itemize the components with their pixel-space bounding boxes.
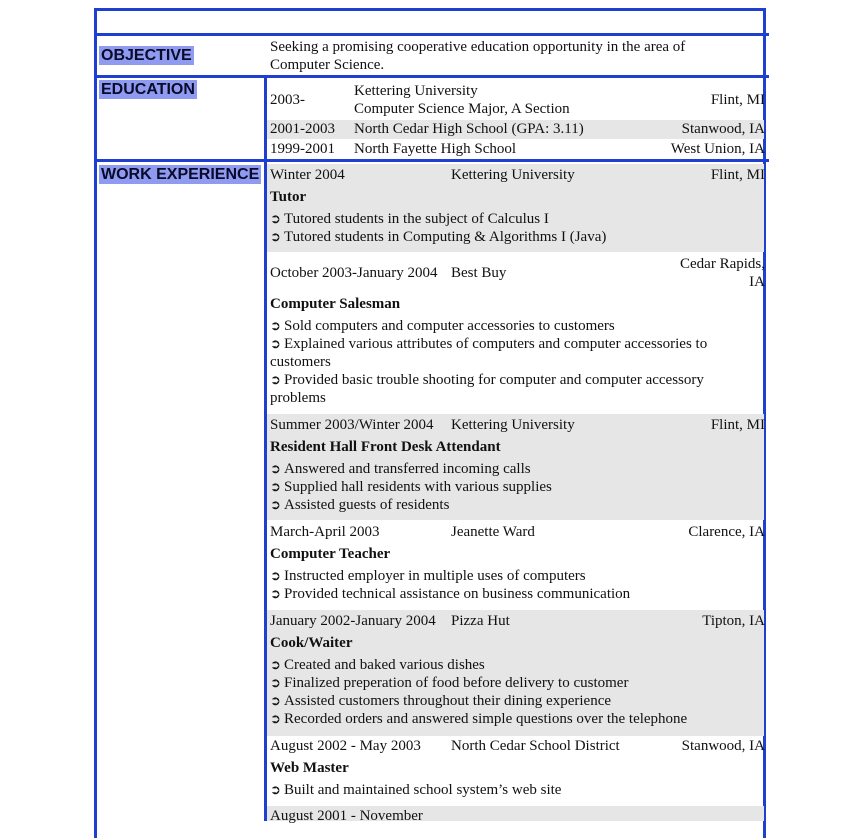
job-location: Cedar Rapids, (680, 256, 765, 272)
bullet-arrow-icon: ➲ (270, 372, 281, 387)
job-dates: August 2001 - November (270, 808, 423, 824)
job-dates: January 2002-January 2004 (270, 613, 436, 629)
education-location: West Union, IA (670, 141, 765, 157)
bullet-arrow-icon: ➲ (270, 318, 281, 333)
bullet-arrow-icon: ➲ (270, 711, 281, 726)
bullet-arrow-icon: ➲ (270, 675, 281, 690)
bullet-arrow-icon: ➲ (270, 657, 281, 672)
job-dates: Winter 2004 (270, 167, 345, 183)
job-title: Cook/Waiter (270, 635, 353, 651)
job-title: Resident Hall Front Desk Attendant (270, 439, 501, 455)
job-bullet-continuation: customers (270, 354, 331, 370)
job-employer: Jeanette Ward (451, 524, 535, 540)
job-location: Stanwood, IA (681, 738, 765, 754)
education-detail: Computer Science Major, A Section (354, 101, 570, 117)
job-dates: October 2003-January 2004 (270, 265, 438, 281)
education-label: EDUCATION (101, 81, 195, 98)
job-bullet-continuation: problems (270, 390, 326, 406)
bullet-arrow-icon: ➲ (270, 782, 281, 797)
education-school: Kettering University (354, 83, 478, 99)
job-location: Flint, MI (710, 417, 765, 433)
bullet-arrow-icon: ➲ (270, 336, 281, 351)
objective-label: OBJECTIVE (101, 47, 192, 64)
work-experience-label: WORK EXPERIENCE (101, 166, 260, 183)
job-employer: North Cedar School District (451, 738, 620, 754)
bullet-arrow-icon: ➲ (270, 479, 281, 494)
job-bullet: ➲ Built and maintained school system’s web site (270, 782, 562, 798)
job-title: Tutor (270, 189, 307, 205)
education-location: Stanwood, IA (681, 121, 765, 137)
bullet-arrow-icon: ➲ (270, 211, 281, 226)
job-location: Clarence, IA (688, 524, 765, 540)
education-years: 2003- (270, 92, 305, 108)
bullet-arrow-icon: ➲ (270, 229, 281, 244)
job-employer: Best Buy (451, 265, 507, 281)
bullet-arrow-icon: ➲ (270, 693, 281, 708)
job-employer: Pizza Hut (451, 613, 510, 629)
job-bullet: ➲ Sold computers and computer accessories to customers (270, 318, 615, 334)
job-bullet: ➲ Recorded orders and answered simple questions over the telephone (270, 711, 688, 727)
job-dates: Summer 2003/Winter 2004 (270, 417, 434, 433)
education-school: North Fayette High School (354, 141, 517, 157)
job-bullet: ➲ Tutored students in the subject of Calculus I (270, 211, 549, 227)
bullet-arrow-icon: ➲ (270, 586, 281, 601)
job-title: Computer Salesman (270, 296, 401, 312)
job-location: IA (749, 274, 765, 290)
section-divider (94, 159, 769, 162)
objective-line: Seeking a promising cooperative education opportunity in the area of (270, 39, 686, 55)
education-years: 1999-2001 (270, 141, 335, 157)
job-employer: Kettering University (451, 417, 575, 433)
column-divider (264, 78, 267, 159)
job-bullet: ➲ Explained various attributes of computers and computer accessories to (270, 336, 708, 352)
job-bullet: ➲ Provided basic trouble shooting for computer and computer accessory (270, 372, 704, 388)
bullet-arrow-icon: ➲ (270, 497, 281, 512)
education-location: Flint, MI (710, 92, 765, 108)
job-title: Web Master (270, 760, 349, 776)
job-bullet: ➲ Finalized preperation of food before delivery to customer (270, 675, 629, 691)
job-bullet: ➲ Instructed employer in multiple uses of computers (270, 568, 586, 584)
job-dates: March-April 2003 (270, 524, 380, 540)
bullet-arrow-icon: ➲ (270, 461, 281, 476)
job-bullet: ➲ Assisted guests of residents (270, 497, 450, 513)
job-location: Flint, MI (710, 167, 765, 183)
job-bullet: ➲ Answered and transferred incoming calls (270, 461, 531, 477)
job-bullet: ➲ Supplied hall residents with various supplies (270, 479, 552, 495)
job-title: Computer Teacher (270, 546, 391, 562)
section-divider (94, 33, 769, 36)
section-divider (94, 75, 769, 78)
job-bullet: ➲ Assisted customers throughout their dining experience (270, 693, 612, 709)
education-years: 2001-2003 (270, 121, 335, 137)
job-dates: August 2002 - May 2003 (270, 738, 421, 754)
job-bullet: ➲ Provided technical assistance on business communication (270, 586, 631, 602)
job-employer: Kettering University (451, 167, 575, 183)
education-school: North Cedar High School (GPA: 3.11) (354, 121, 584, 137)
job-location: Tipton, IA (702, 613, 765, 629)
job-bullet: ➲ Tutored students in Computing & Algorithms I (Java) (270, 229, 607, 245)
job-bullet: ➲ Created and baked various dishes (270, 657, 485, 673)
bullet-arrow-icon: ➲ (270, 568, 281, 583)
objective-line: Computer Science. (270, 57, 385, 73)
